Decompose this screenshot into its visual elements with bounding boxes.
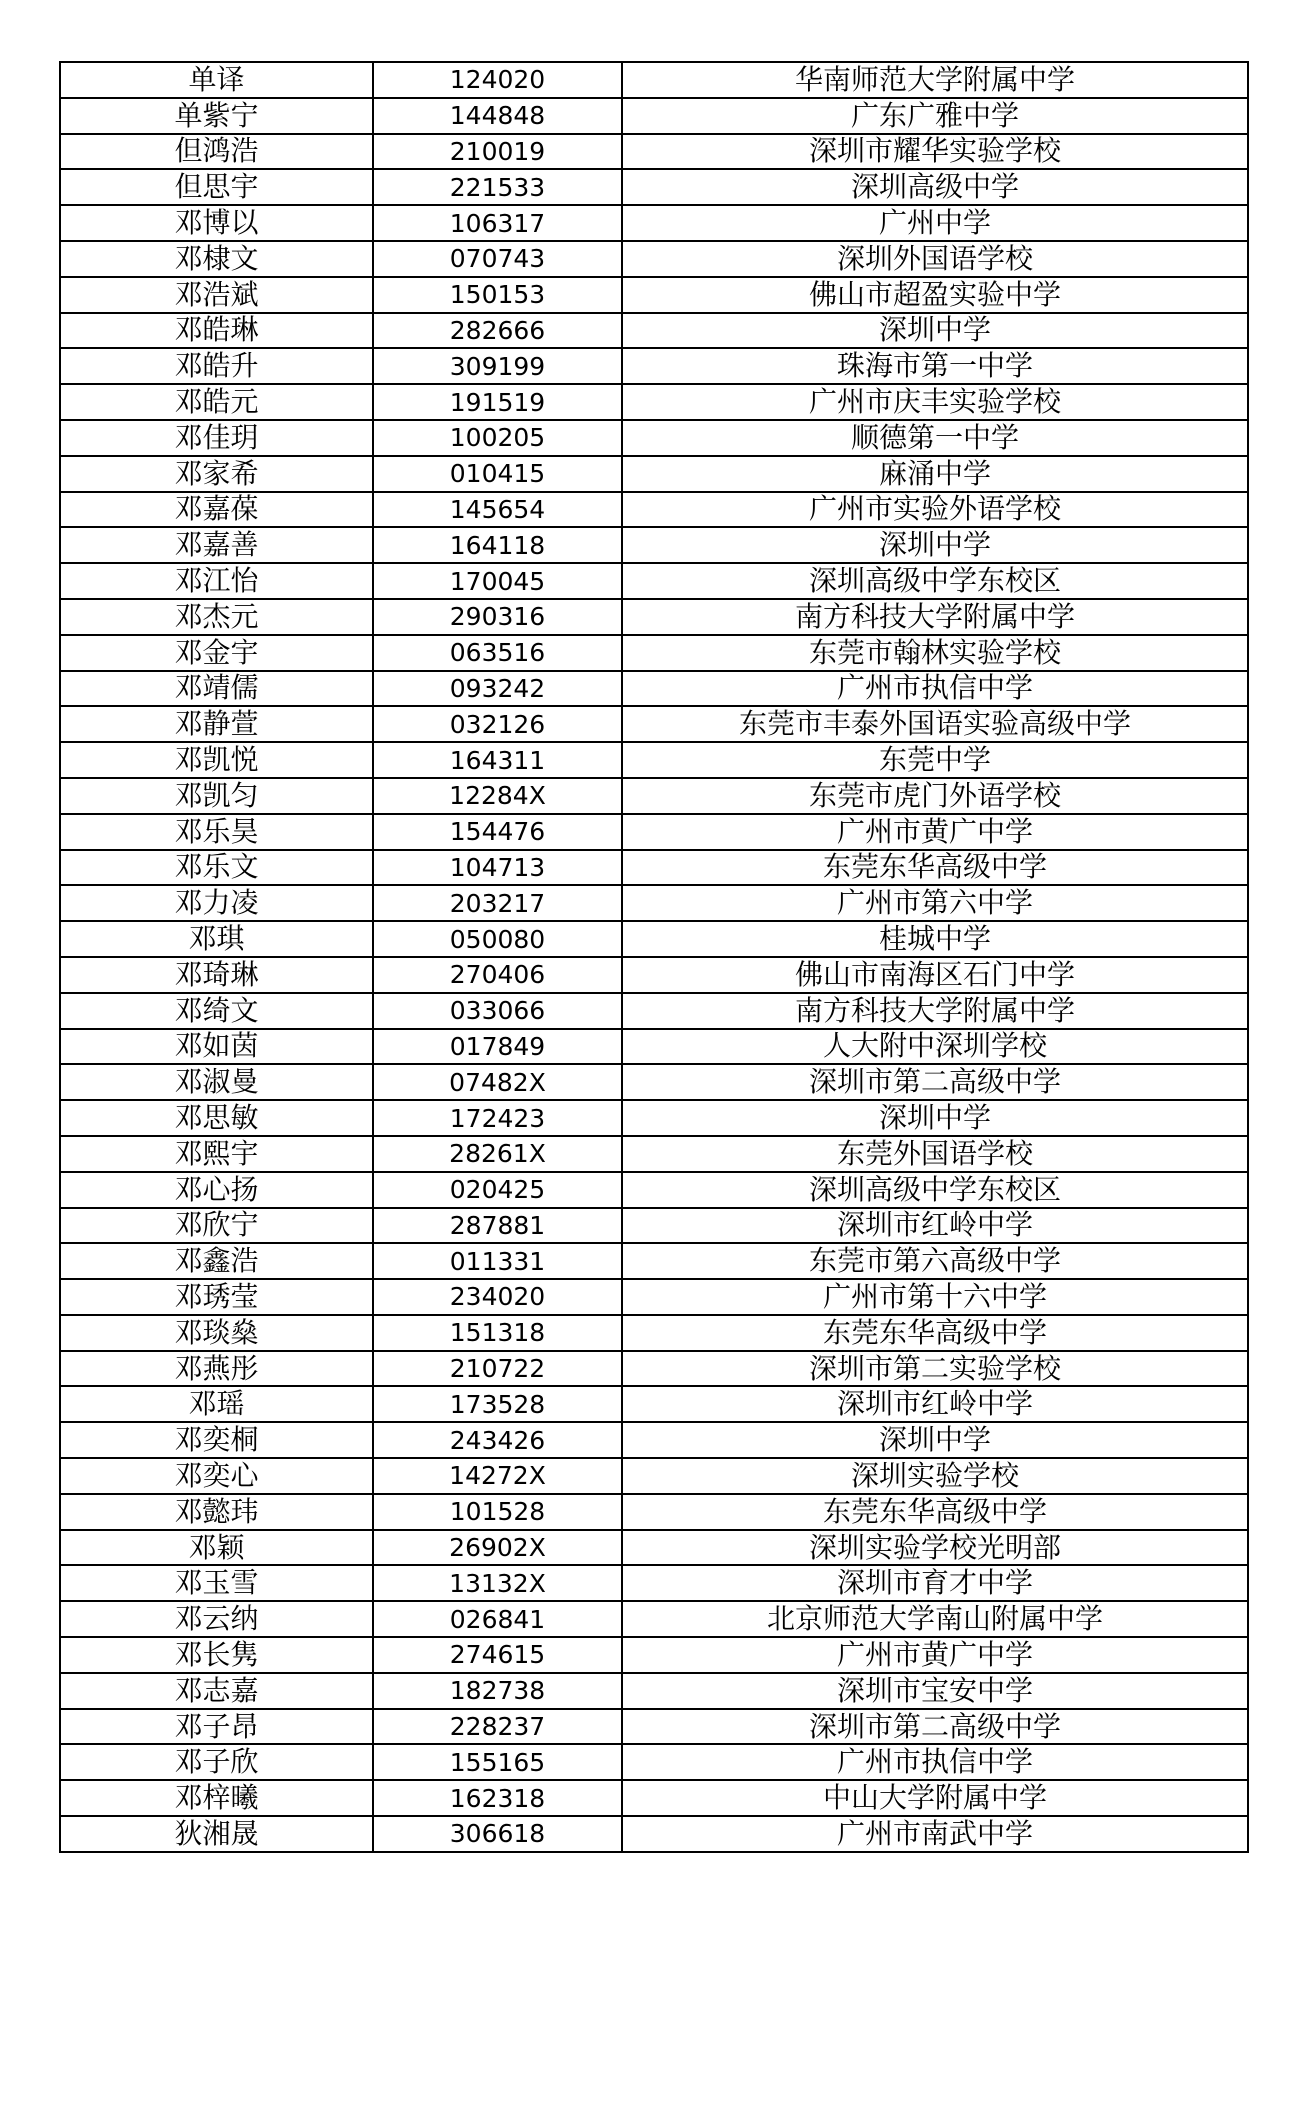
table-row <box>60 921 1248 957</box>
school-cell: 深圳外国语学校 <box>622 241 1248 277</box>
name-cell: 邓琇莹 <box>60 1279 373 1315</box>
table-row <box>60 420 1248 456</box>
id-cell: 191519 <box>373 384 622 420</box>
table-row <box>60 671 1248 707</box>
school-cell: 深圳实验学校 <box>622 1458 1248 1494</box>
table-row <box>60 1279 1248 1315</box>
name-cell: 邓志嘉 <box>60 1673 373 1709</box>
name-cell: 但鸿浩 <box>60 134 373 170</box>
name-cell: 邓棣文 <box>60 241 373 277</box>
name-cell: 邓长隽 <box>60 1637 373 1673</box>
table-row <box>60 599 1248 635</box>
name-cell: 邓皓升 <box>60 348 373 384</box>
school-cell: 中山大学附属中学 <box>622 1780 1248 1816</box>
table-row <box>60 1530 1248 1566</box>
school-cell: 深圳市耀华实验学校 <box>622 134 1248 170</box>
table-row <box>60 1064 1248 1100</box>
name-cell: 邓云纳 <box>60 1601 373 1637</box>
school-cell: 桂城中学 <box>622 921 1248 957</box>
school-cell: 东莞中学 <box>622 742 1248 778</box>
name-cell: 单紫宁 <box>60 98 373 134</box>
id-cell: 182738 <box>373 1673 622 1709</box>
name-cell: 邓乐文 <box>60 850 373 886</box>
table-row <box>60 1744 1248 1780</box>
school-cell: 深圳实验学校光明部 <box>622 1530 1248 1566</box>
name-cell: 邓靖儒 <box>60 671 373 707</box>
id-cell: 032126 <box>373 706 622 742</box>
table-row <box>60 778 1248 814</box>
name-cell: 邓江怡 <box>60 563 373 599</box>
id-cell: 26902X <box>373 1530 622 1566</box>
name-cell: 邓乐昊 <box>60 814 373 850</box>
school-cell: 东莞东华高级中学 <box>622 1315 1248 1351</box>
name-cell: 邓鑫浩 <box>60 1243 373 1279</box>
id-cell: 221533 <box>373 169 622 205</box>
table-row <box>60 957 1248 993</box>
table-row <box>60 1601 1248 1637</box>
school-cell: 佛山市超盈实验中学 <box>622 277 1248 313</box>
name-cell: 邓静萱 <box>60 706 373 742</box>
school-cell: 广州市第六中学 <box>622 885 1248 921</box>
id-cell: 203217 <box>373 885 622 921</box>
table-row <box>60 134 1248 170</box>
school-cell: 麻涌中学 <box>622 456 1248 492</box>
id-cell: 309199 <box>373 348 622 384</box>
id-cell: 011331 <box>373 1243 622 1279</box>
id-cell: 104713 <box>373 850 622 886</box>
school-cell: 东莞市翰林实验学校 <box>622 635 1248 671</box>
table-row <box>60 885 1248 921</box>
school-cell: 深圳中学 <box>622 1422 1248 1458</box>
school-cell: 深圳市第二高级中学 <box>622 1064 1248 1100</box>
name-cell: 邓淑曼 <box>60 1064 373 1100</box>
school-cell: 华南师范大学附属中学 <box>622 62 1248 98</box>
name-cell: 邓玉雪 <box>60 1565 373 1601</box>
table-row <box>60 1673 1248 1709</box>
name-cell: 邓懿玮 <box>60 1494 373 1530</box>
school-cell: 深圳市育才中学 <box>622 1565 1248 1601</box>
table-row <box>60 742 1248 778</box>
table-row <box>60 1100 1248 1136</box>
name-cell: 邓绮文 <box>60 993 373 1029</box>
id-cell: 243426 <box>373 1422 622 1458</box>
table-row <box>60 1422 1248 1458</box>
student-list-body <box>60 62 1248 1852</box>
table-row <box>60 563 1248 599</box>
school-cell: 广州市执信中学 <box>622 1744 1248 1780</box>
id-cell: 063516 <box>373 635 622 671</box>
school-cell: 广州市第十六中学 <box>622 1279 1248 1315</box>
id-cell: 124020 <box>373 62 622 98</box>
school-cell: 东莞东华高级中学 <box>622 850 1248 886</box>
id-cell: 101528 <box>373 1494 622 1530</box>
table-row <box>60 456 1248 492</box>
id-cell: 144848 <box>373 98 622 134</box>
name-cell: 邓颖 <box>60 1530 373 1566</box>
id-cell: 100205 <box>373 420 622 456</box>
table-row <box>60 1709 1248 1745</box>
id-cell: 234020 <box>373 1279 622 1315</box>
school-cell: 深圳中学 <box>622 313 1248 349</box>
school-cell: 广州中学 <box>622 205 1248 241</box>
school-cell: 深圳市宝安中学 <box>622 1673 1248 1709</box>
table-row <box>60 814 1248 850</box>
id-cell: 170045 <box>373 563 622 599</box>
id-cell: 172423 <box>373 1100 622 1136</box>
name-cell: 邓杰元 <box>60 599 373 635</box>
table-row <box>60 527 1248 563</box>
id-cell: 14272X <box>373 1458 622 1494</box>
table-row <box>60 850 1248 886</box>
id-cell: 228237 <box>373 1709 622 1745</box>
id-cell: 145654 <box>373 492 622 528</box>
school-cell: 深圳高级中学东校区 <box>622 1172 1248 1208</box>
table-row <box>60 1172 1248 1208</box>
id-cell: 026841 <box>373 1601 622 1637</box>
school-cell: 顺德第一中学 <box>622 420 1248 456</box>
name-cell: 狄湘晟 <box>60 1816 373 1852</box>
name-cell: 邓浩斌 <box>60 277 373 313</box>
name-cell: 邓琰燊 <box>60 1315 373 1351</box>
name-cell: 邓欣宁 <box>60 1208 373 1244</box>
name-cell: 单译 <box>60 62 373 98</box>
table-row <box>60 384 1248 420</box>
id-cell: 151318 <box>373 1315 622 1351</box>
school-cell: 南方科技大学附属中学 <box>622 993 1248 1029</box>
id-cell: 306618 <box>373 1816 622 1852</box>
id-cell: 155165 <box>373 1744 622 1780</box>
table-row <box>60 62 1248 98</box>
student-list-table <box>59 61 1249 1853</box>
table-row <box>60 635 1248 671</box>
school-cell: 深圳市红岭中学 <box>622 1208 1248 1244</box>
id-cell: 210722 <box>373 1351 622 1387</box>
name-cell: 邓子昂 <box>60 1709 373 1745</box>
id-cell: 13132X <box>373 1565 622 1601</box>
name-cell: 邓家希 <box>60 456 373 492</box>
school-cell: 南方科技大学附属中学 <box>622 599 1248 635</box>
school-cell: 广州市实验外语学校 <box>622 492 1248 528</box>
id-cell: 010415 <box>373 456 622 492</box>
name-cell: 邓心扬 <box>60 1172 373 1208</box>
name-cell: 邓凯悦 <box>60 742 373 778</box>
school-cell: 人大附中深圳学校 <box>622 1029 1248 1065</box>
table-row <box>60 1029 1248 1065</box>
id-cell: 162318 <box>373 1780 622 1816</box>
id-cell: 017849 <box>373 1029 622 1065</box>
id-cell: 150153 <box>373 277 622 313</box>
id-cell: 093242 <box>373 671 622 707</box>
school-cell: 广州市黄广中学 <box>622 1637 1248 1673</box>
id-cell: 290316 <box>373 599 622 635</box>
table-row <box>60 1816 1248 1852</box>
name-cell: 邓金宇 <box>60 635 373 671</box>
school-cell: 东莞外国语学校 <box>622 1136 1248 1172</box>
school-cell: 珠海市第一中学 <box>622 348 1248 384</box>
id-cell: 282666 <box>373 313 622 349</box>
school-cell: 东莞市丰泰外国语实验高级中学 <box>622 706 1248 742</box>
school-cell: 深圳高级中学东校区 <box>622 563 1248 599</box>
school-cell: 广州市南武中学 <box>622 1816 1248 1852</box>
name-cell: 邓熙宇 <box>60 1136 373 1172</box>
table-row <box>60 492 1248 528</box>
table-row <box>60 98 1248 134</box>
id-cell: 164118 <box>373 527 622 563</box>
id-cell: 020425 <box>373 1172 622 1208</box>
table-row <box>60 1565 1248 1601</box>
table-row <box>60 706 1248 742</box>
school-cell: 佛山市南海区石门中学 <box>622 957 1248 993</box>
school-cell: 东莞市第六高级中学 <box>622 1243 1248 1279</box>
school-cell: 广州市执信中学 <box>622 671 1248 707</box>
school-cell: 深圳市第二实验学校 <box>622 1351 1248 1387</box>
table-row <box>60 1494 1248 1530</box>
school-cell: 深圳中学 <box>622 527 1248 563</box>
table-row <box>60 1208 1248 1244</box>
name-cell: 邓如茵 <box>60 1029 373 1065</box>
school-cell: 深圳高级中学 <box>622 169 1248 205</box>
name-cell: 邓燕彤 <box>60 1351 373 1387</box>
id-cell: 270406 <box>373 957 622 993</box>
id-cell: 28261X <box>373 1136 622 1172</box>
name-cell: 邓嘉葆 <box>60 492 373 528</box>
name-cell: 邓奕心 <box>60 1458 373 1494</box>
table-row <box>60 1780 1248 1816</box>
name-cell: 邓瑶 <box>60 1386 373 1422</box>
name-cell: 但思宇 <box>60 169 373 205</box>
table-row <box>60 313 1248 349</box>
school-cell: 深圳市红岭中学 <box>622 1386 1248 1422</box>
school-cell: 东莞市虎门外语学校 <box>622 778 1248 814</box>
id-cell: 033066 <box>373 993 622 1029</box>
name-cell: 邓嘉善 <box>60 527 373 563</box>
name-cell: 邓琦琳 <box>60 957 373 993</box>
table-row <box>60 1458 1248 1494</box>
school-cell: 广东广雅中学 <box>622 98 1248 134</box>
name-cell: 邓琪 <box>60 921 373 957</box>
id-cell: 173528 <box>373 1386 622 1422</box>
school-cell: 北京师范大学南山附属中学 <box>622 1601 1248 1637</box>
name-cell: 邓子欣 <box>60 1744 373 1780</box>
school-cell: 深圳中学 <box>622 1100 1248 1136</box>
table-row <box>60 169 1248 205</box>
id-cell: 274615 <box>373 1637 622 1673</box>
table-row <box>60 1637 1248 1673</box>
school-cell: 东莞东华高级中学 <box>622 1494 1248 1530</box>
id-cell: 12284X <box>373 778 622 814</box>
name-cell: 邓佳玥 <box>60 420 373 456</box>
table-row <box>60 1243 1248 1279</box>
name-cell: 邓思敏 <box>60 1100 373 1136</box>
name-cell: 邓梓曦 <box>60 1780 373 1816</box>
name-cell: 邓皓元 <box>60 384 373 420</box>
table-row <box>60 241 1248 277</box>
table-row <box>60 277 1248 313</box>
id-cell: 154476 <box>373 814 622 850</box>
school-cell: 广州市黄广中学 <box>622 814 1248 850</box>
table-row <box>60 205 1248 241</box>
id-cell: 164311 <box>373 742 622 778</box>
name-cell: 邓奕桐 <box>60 1422 373 1458</box>
id-cell: 106317 <box>373 205 622 241</box>
id-cell: 210019 <box>373 134 622 170</box>
school-cell: 深圳市第二高级中学 <box>622 1709 1248 1745</box>
id-cell: 287881 <box>373 1208 622 1244</box>
school-cell: 广州市庆丰实验学校 <box>622 384 1248 420</box>
table-row <box>60 348 1248 384</box>
id-cell: 07482X <box>373 1064 622 1100</box>
id-cell: 070743 <box>373 241 622 277</box>
table-row <box>60 993 1248 1029</box>
name-cell: 邓力凌 <box>60 885 373 921</box>
table-row <box>60 1315 1248 1351</box>
name-cell: 邓凯匀 <box>60 778 373 814</box>
table-row <box>60 1386 1248 1422</box>
table-row <box>60 1351 1248 1387</box>
name-cell: 邓皓琳 <box>60 313 373 349</box>
id-cell: 050080 <box>373 921 622 957</box>
table-row <box>60 1136 1248 1172</box>
name-cell: 邓博以 <box>60 205 373 241</box>
